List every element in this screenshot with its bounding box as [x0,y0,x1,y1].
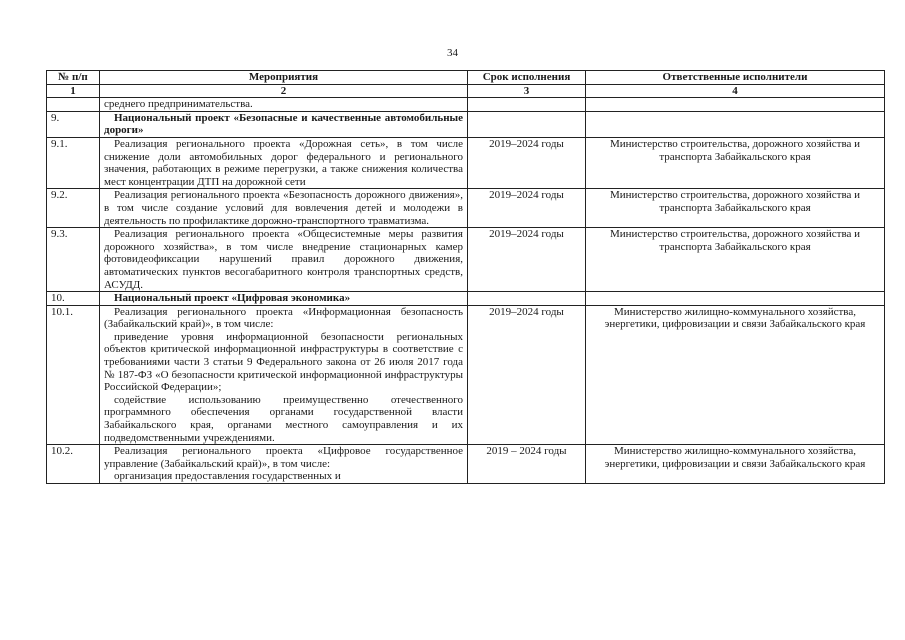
table-row [47,98,885,112]
row-deadline: 2019 – 2024 годы [468,445,586,484]
row-responsible: Министерство жилищно-коммунального хозяйства, энергетики, цифровизации и связи Забайкальского края [586,305,885,445]
row-description [100,445,468,484]
row-description [100,292,468,306]
column-number: 4 [586,84,885,98]
description-paragraph: Реализация регионального проекта «Дорожная сеть», в том числе снижение доли автомобильных дорог федерального и регионального значения, работающих в режиме перегрузки, а также снижения количества мест концентрации ДТП на дорожной сети [104,137,463,188]
description-paragraph: Национальный проект «Цифровая экономика» [114,292,351,305]
row-deadline: 2019–2024 годы [468,228,586,292]
row-description [100,137,468,188]
header-number: № п/п [47,71,100,85]
row-number [47,98,100,112]
section-row [47,111,885,137]
row-description [100,228,468,292]
header-responsible: Ответственные исполнители [586,71,885,85]
row-number: 9. [47,111,100,137]
row-description [100,305,468,445]
row-number: 10.1. [47,305,100,445]
row-responsible [586,111,885,137]
row-deadline [468,292,586,306]
header-deadline: Срок исполнения [468,71,586,85]
row-deadline: 2019–2024 годы [468,305,586,445]
action-plan-table [46,70,885,484]
row-responsible: Министерство строительства, дорожного хозяйства и транспорта Забайкальского края [586,137,885,188]
table-row [47,445,885,484]
row-responsible: Министерство строительства, дорожного хозяйства и транспорта Забайкальского края [586,228,885,292]
column-number: 1 [47,84,100,98]
row-number: 10. [47,292,100,306]
description-paragraph: организация предоставления государственных и [114,470,341,483]
table-row [47,305,885,445]
column-number: 2 [100,84,468,98]
row-responsible [586,292,885,306]
header-row [47,71,885,85]
description-paragraph: содействие использованию преимущественно отечественного программного обеспечения органами государственной власти Забайкальского края, органами местного самоуправления и их подведомственными учреждениями. [104,393,463,444]
header-activities: Мероприятия [100,71,468,85]
description-paragraph: Реализация регионального проекта «Общесистемные меры развития дорожного хозяйства», в том числе внедрение стационарных камер фотовидеофиксации нарушений правил дорожного движения, автоматических пунктов весогабаритного контроля транспортных средств, АСУДД. [104,228,463,291]
description-paragraph: Реализация регионального проекта «Цифровое государственное управление (Забайкальский край)», в том числе: [104,445,463,470]
row-responsible: Министерство строительства, дорожного хозяйства и транспорта Забайкальского края [586,189,885,228]
column-number: 3 [468,84,586,98]
row-number: 10.2. [47,445,100,484]
row-deadline [468,111,586,137]
row-number: 9.1. [47,137,100,188]
description-paragraph: Национальный проект «Безопасные и качественные автомобильные дороги» [104,111,463,137]
row-number: 9.2. [47,189,100,228]
row-deadline: 2019–2024 годы [468,137,586,188]
row-deadline [468,98,586,112]
column-number-row [47,84,885,98]
description-paragraph: среднего предпринимательства. [104,98,253,111]
description-paragraph: приведение уровня информационной безопасности региональных объектов критической информационной инфраструктуры в соответствие с требованиями части 3 статьи 9 Федерального закона от 26 июля 2017 года № 187-ФЗ «О безопасности критической информационной инфраструктуры Российской Федерации»; [104,330,463,394]
page-number: 34 [447,47,458,59]
table-row [47,228,885,292]
row-description [100,98,468,112]
description-paragraph: Реализация регионального проекта «Безопасность дорожного движения», в том числе создание условий для вовлечения детей и молодежи в деятельность по профилактике дорожно-транспортного травматизма. [104,189,463,227]
row-description [100,189,468,228]
row-responsible [586,98,885,112]
row-deadline: 2019–2024 годы [468,189,586,228]
table-row [47,137,885,188]
description-paragraph: Реализация регионального проекта «Информационная безопасность (Забайкальский край)», в том числе: [104,305,463,331]
table-row [47,189,885,228]
row-number: 9.3. [47,228,100,292]
section-row [47,292,885,306]
row-responsible: Министерство жилищно-коммунального хозяйства, энергетики, цифровизации и связи Забайкальского края [586,445,885,484]
row-description [100,111,468,137]
